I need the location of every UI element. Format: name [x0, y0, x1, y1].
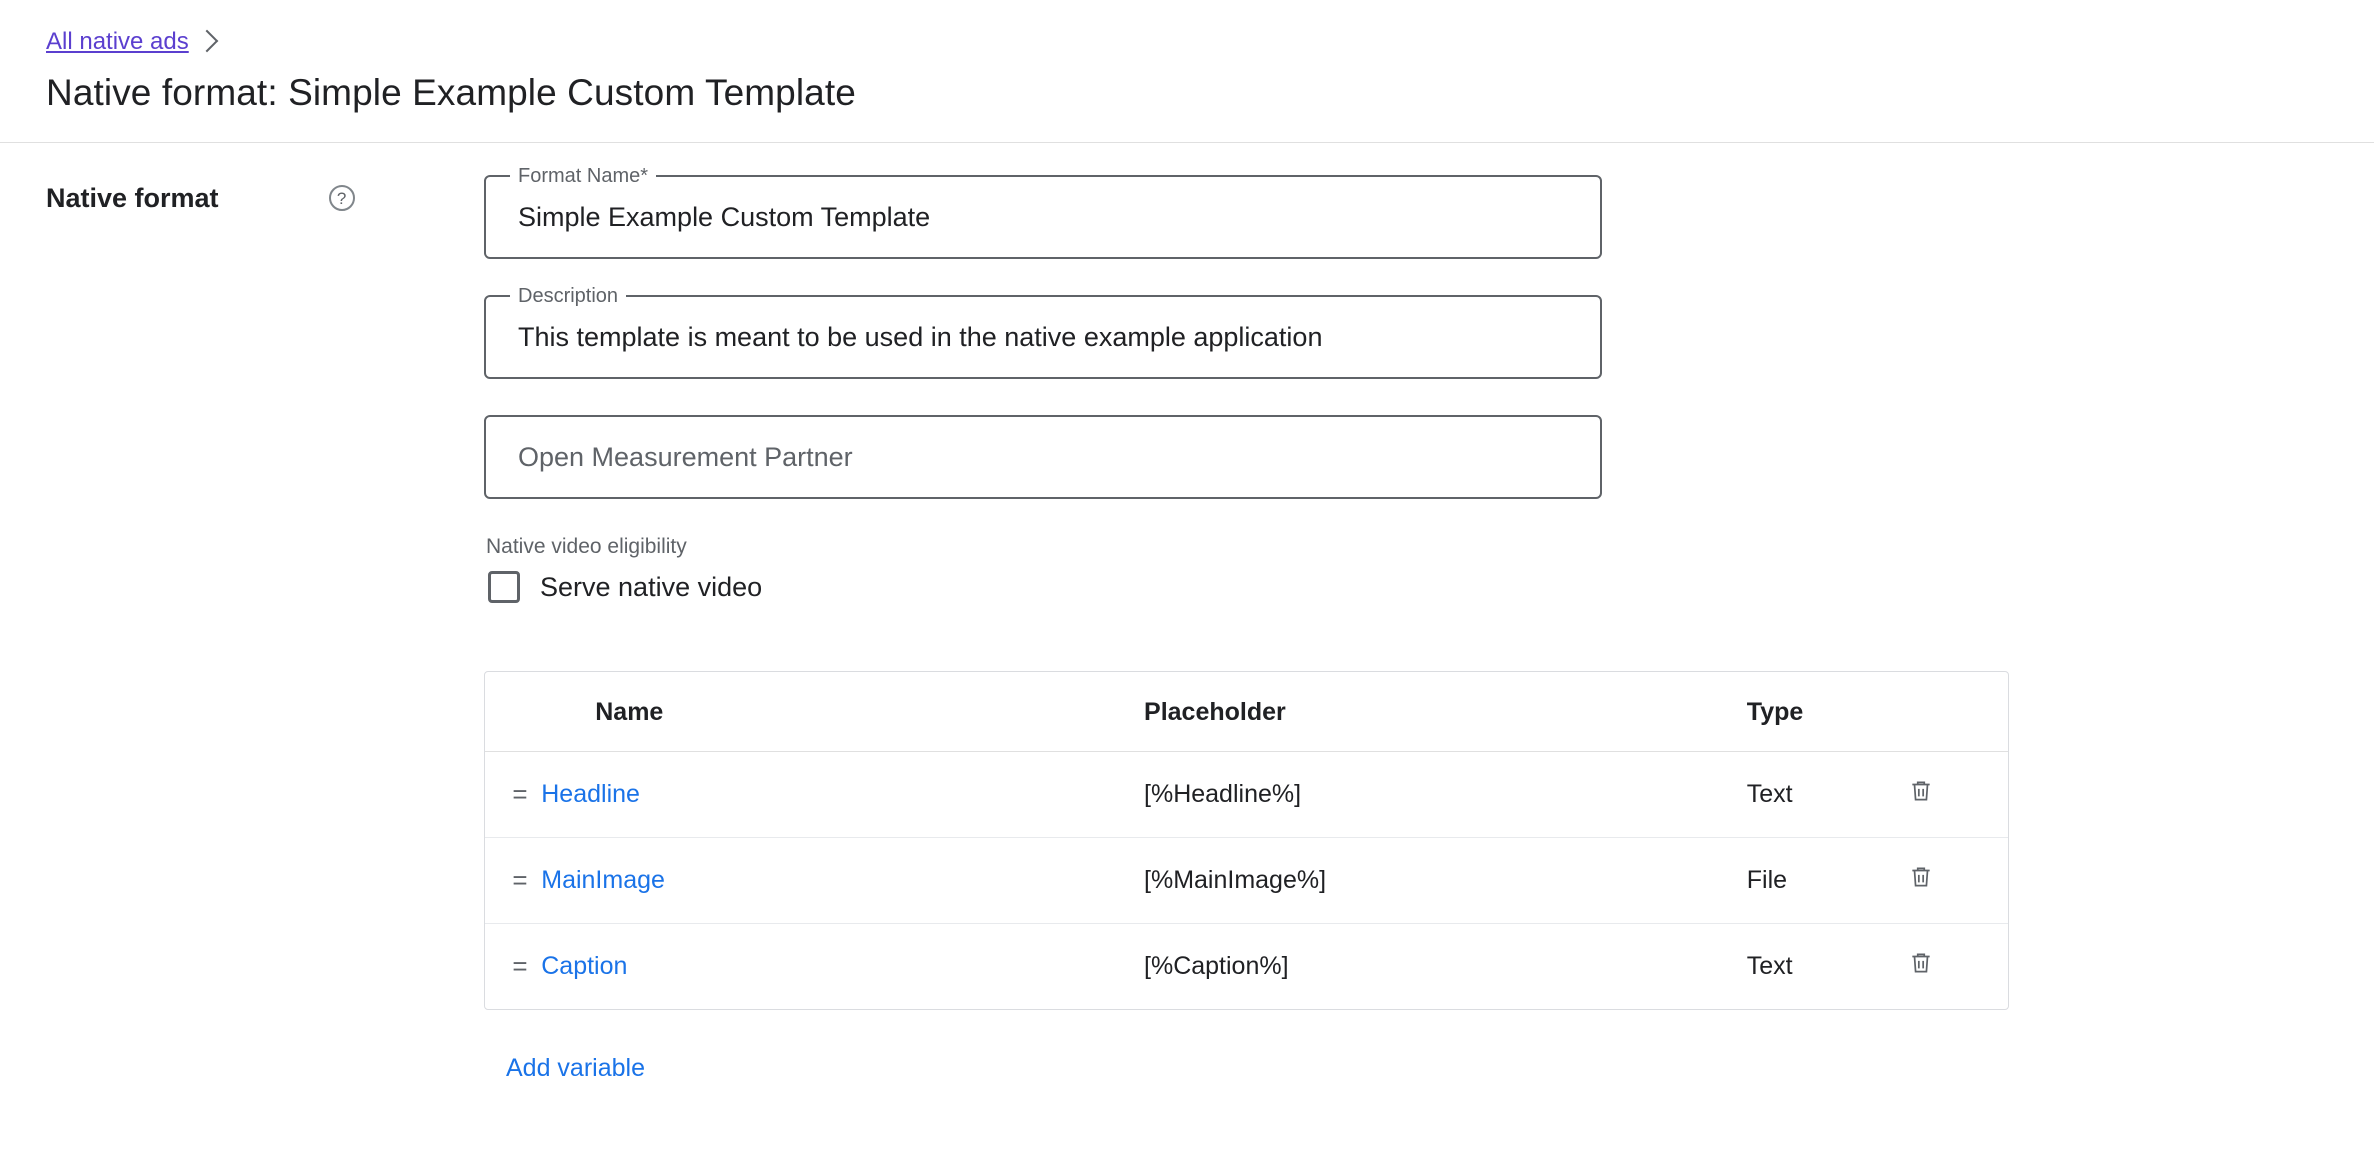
chevron-right-icon — [195, 30, 218, 53]
description-input[interactable]: This template is meant to be used in the native example application — [518, 321, 1323, 352]
native-video-eligibility-block — [484, 535, 2374, 603]
variables-table — [484, 671, 2009, 1010]
format-name-input[interactable]: Simple Example Custom Template — [518, 201, 931, 232]
form-body — [0, 143, 2374, 1083]
row-placeholder-cell: [%Headline%] — [1144, 752, 1747, 838]
page-title: Native format: Simple Example Custom Template — [46, 72, 856, 113]
table-row — [485, 838, 2008, 924]
om-partner-input[interactable]: Open Measurement Partner — [518, 441, 853, 472]
table-header-type: Type — [1747, 672, 1908, 752]
breadcrumb-link-all-native-ads[interactable]: All native ads — [46, 28, 189, 55]
section-title-native-format: Native format — [46, 183, 219, 213]
variable-link-headline[interactable]: Headline — [541, 780, 640, 808]
table-header-actions — [1908, 672, 2008, 752]
section-label-column — [0, 175, 440, 1083]
add-variable-button[interactable]: Add variable — [506, 1054, 645, 1082]
serve-native-video-label: Serve native video — [540, 571, 763, 602]
row-drag-cell[interactable] — [485, 752, 541, 838]
trash-icon[interactable] — [1908, 950, 1934, 976]
table-row — [485, 752, 2008, 838]
table-header-handle — [485, 672, 541, 752]
row-type-cell: File — [1747, 838, 1908, 924]
row-name-cell — [541, 752, 1144, 838]
variable-link-caption[interactable]: Caption — [541, 952, 628, 980]
row-drag-cell[interactable] — [485, 838, 541, 924]
row-name-cell — [541, 838, 1144, 924]
variable-link-mainimage[interactable]: MainImage — [541, 866, 665, 894]
description-field[interactable] — [484, 285, 1602, 379]
native-video-eligibility-label: Native video eligibility — [486, 535, 687, 558]
help-icon[interactable]: ? — [329, 185, 355, 211]
row-placeholder-cell: [%MainImage%] — [1144, 838, 1747, 924]
table-row — [485, 924, 2008, 1010]
row-drag-cell[interactable] — [485, 924, 541, 1010]
om-partner-field[interactable] — [484, 415, 1602, 499]
format-name-label: Format Name* — [510, 164, 656, 188]
row-delete-cell[interactable] — [1908, 752, 2008, 838]
table-header-placeholder: Placeholder — [1144, 672, 1747, 752]
table-header-name: Name — [541, 672, 1144, 752]
row-type-cell: Text — [1747, 752, 1908, 838]
description-label: Description — [510, 284, 626, 308]
breadcrumb — [46, 26, 2374, 58]
row-delete-cell[interactable] — [1908, 838, 2008, 924]
serve-native-video-row[interactable] — [488, 571, 2374, 603]
table-header-row — [485, 672, 2008, 752]
row-name-cell — [541, 924, 1144, 1010]
form-fields-column — [440, 165, 2374, 1083]
row-delete-cell[interactable] — [1908, 924, 2008, 1010]
row-type-cell: Text — [1746, 952, 1793, 980]
page-header — [0, 0, 2374, 114]
drag-handle-icon[interactable]: = — [512, 951, 528, 981]
trash-icon[interactable] — [1908, 864, 1934, 890]
format-name-field[interactable] — [484, 165, 1602, 259]
drag-handle-icon[interactable]: = — [512, 865, 528, 895]
serve-native-video-checkbox[interactable] — [488, 571, 520, 603]
trash-icon[interactable] — [1908, 778, 1934, 804]
drag-handle-icon[interactable]: = — [512, 779, 528, 809]
row-placeholder-cell: [%Caption%] — [1144, 952, 1289, 980]
